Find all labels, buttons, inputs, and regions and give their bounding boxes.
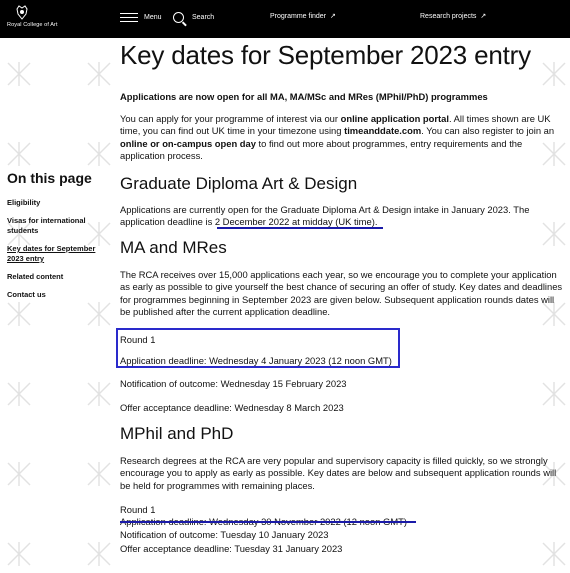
search-label: Search (192, 13, 215, 21)
phd-notification: Notification of outcome: Tuesday 10 January 2023 (120, 529, 329, 540)
watermark-icon (5, 140, 33, 168)
watermark-icon (540, 60, 568, 88)
sidebar-item-related-content[interactable]: Related content (7, 272, 64, 281)
watermark-icon (5, 380, 33, 408)
watermark-icon (85, 220, 113, 248)
sidebar-item-key-dates[interactable]: Key dates for September 2023 entry (7, 244, 96, 263)
watermark-icon (85, 60, 113, 88)
logo-text: Royal College of Art (7, 22, 58, 28)
ma-notification: Notification of outcome: Wednesday 15 February 2023 (120, 378, 347, 389)
programme-finder-link[interactable] (270, 12, 336, 20)
crest-icon (15, 5, 29, 20)
ma-paragraph: The RCA receives over 15,000 applications each year, so we encourage you to complete your application as early as possible to give yourself the best chance of securing an offer of study. Key dates and deadlines for programmes beginning in September 2023 are given below. Subsequent application rounds dates will be published after the current application deadline. (120, 269, 563, 317)
watermark-icon (85, 380, 113, 408)
watermark-icon (5, 540, 33, 568)
site-header (0, 0, 570, 38)
watermark-icon (540, 140, 568, 168)
search-button[interactable] (173, 9, 214, 25)
phd-offer-acceptance: Offer acceptance deadline: Tuesday 31 January 2023 (120, 543, 343, 554)
ma-round-label: Round 1 (120, 334, 156, 345)
phd-paragraph: Research degrees at the RCA are very popular and supervisory capacity is filled quickly, so we strongly encourage you to apply as early as possible. Key dates are below and subsequent application rounds will be held for programmes with remaining places. (120, 455, 557, 491)
phd-round-label: Round 1 (120, 504, 156, 515)
graduate-deadline: 2 December 2022 at midday (UK time) (214, 216, 375, 228)
hamburger-icon (120, 13, 138, 22)
page-title: Key dates for September 2023 entry (120, 40, 531, 70)
sidebar-item-contact[interactable]: Contact us (7, 290, 46, 299)
sidebar-item-visas[interactable]: Visas for international students (7, 216, 86, 235)
watermark-icon (5, 300, 33, 328)
watermark-icon (540, 380, 568, 408)
timeanddate-link[interactable]: timeanddate.com (344, 125, 422, 137)
rca-logo[interactable] (7, 5, 67, 35)
intro-bold: Applications are now open for all MA, MA/MSc and MRes (MPhil/PhD) programmes (120, 91, 488, 102)
graduate-paragraph: Applications are currently open for the Graduate Diploma Art & Design intake in January 2023. The application deadline is 2 December 2022 at midday (UK time). (120, 204, 530, 228)
graduate-diploma-heading: Graduate Diploma Art & Design (120, 174, 358, 193)
watermark-icon (540, 460, 568, 488)
mphil-phd-heading: MPhil and PhD (120, 424, 234, 443)
on-this-page-heading: On this page (7, 170, 92, 186)
external-arrow-icon: ↗ (329, 13, 336, 20)
research-projects-label: Research projects (420, 13, 477, 20)
watermark-icon (85, 460, 113, 488)
watermark-icon (540, 300, 568, 328)
watermark-icon (85, 140, 113, 168)
menu-label: Menu (144, 13, 162, 21)
menu-button[interactable] (120, 9, 162, 25)
watermark-icon (85, 540, 113, 568)
watermark-icon (5, 220, 33, 248)
ma-offer-acceptance: Offer acceptance deadline: Wednesday 8 March 2023 (120, 402, 344, 413)
watermark-icon (85, 300, 113, 328)
search-icon (173, 12, 184, 23)
open-day-link[interactable]: online or on-campus open day (120, 137, 256, 149)
sidebar-item-eligibility[interactable]: Eligibility (7, 198, 41, 207)
external-arrow-icon: ↗ (480, 13, 487, 20)
ma-mres-heading: MA and MRes (120, 238, 227, 257)
watermark-icon (540, 540, 568, 568)
watermark-icon (5, 60, 33, 88)
deadline-highlight (217, 227, 383, 229)
programme-finder-label: Programme finder (270, 13, 327, 20)
phd-deadline-highlight (120, 521, 416, 523)
watermark-icon (5, 460, 33, 488)
application-portal-link[interactable]: online application portal (340, 113, 449, 124)
watermark-icon (540, 220, 568, 248)
intro-paragraph: You can apply for your programme of interest via our online application portal. All times shown are UK time, you can find out UK time in your timezone using timeanddate.com. You can also register to join an online or on-campus open day to find out more about programmes, entry requirements and the application process. (120, 113, 555, 161)
ma-application-deadline: Application deadline: Wednesday 4 January 2023 (12 noon GMT) (120, 355, 392, 366)
research-projects-link[interactable] (420, 12, 486, 20)
